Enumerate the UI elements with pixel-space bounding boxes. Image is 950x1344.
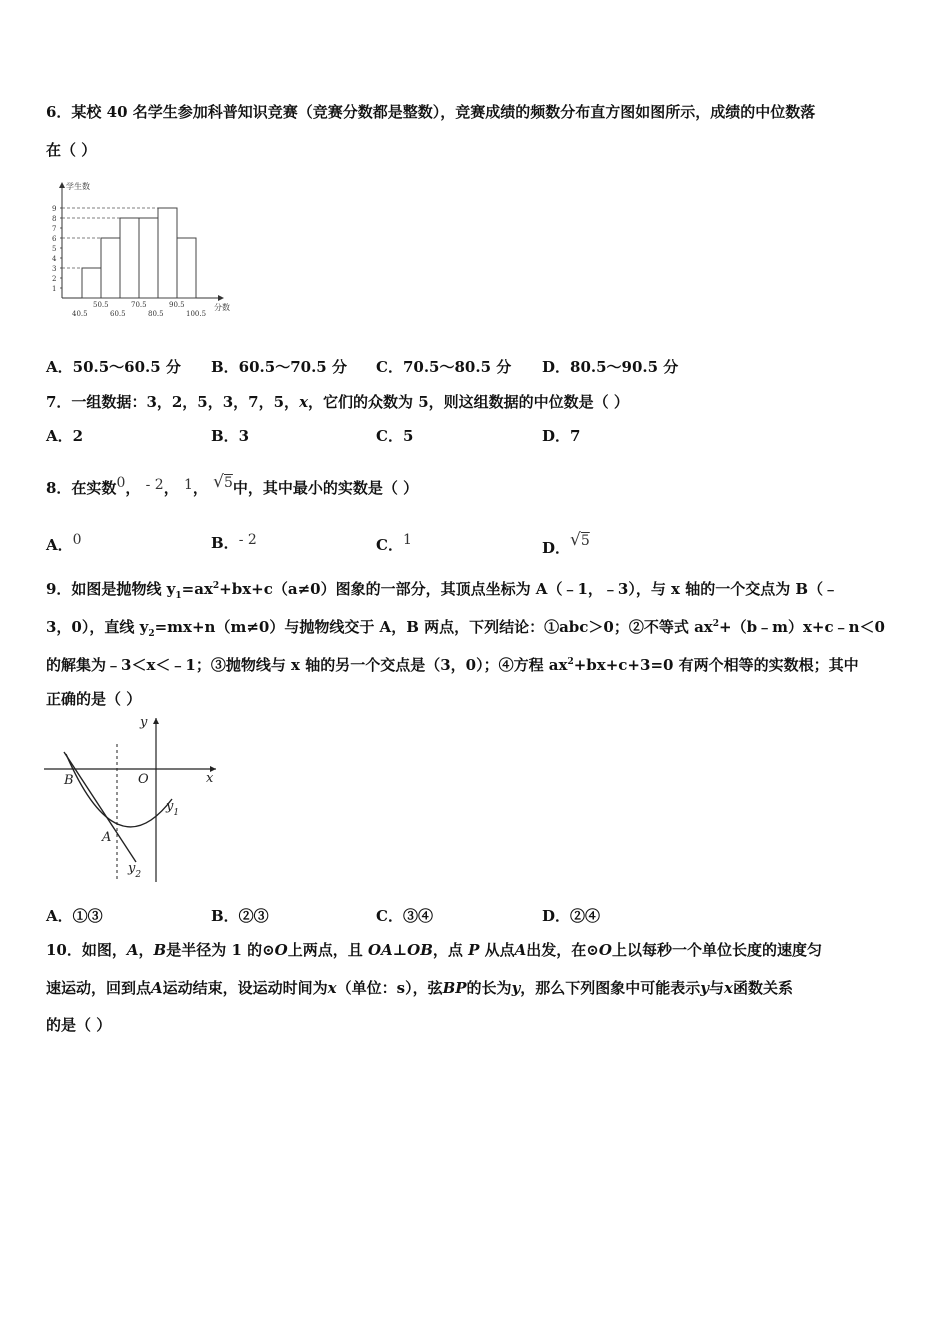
q9-text-line2: 3，0），直线 $y_2=mx+n(m\ne 0)$与抛物线交于 A，B 两点，下列结论：①abc＞0；②不等式 $ax^2+(b﹣m)x+c﹣n<0$ bbox=[46, 618, 885, 639]
q6-option-a[interactable]: A．50.5～60.5 分 bbox=[46, 358, 181, 376]
q9-text-line3: 的解集为﹣3＜x＜﹣1；③抛物线与 x 轴的另一个交点是（3，0）；④方程 $ax^2+bx+c+3=0$ 有两个相等的实数根；其中 bbox=[46, 656, 859, 674]
q10-text-line3: 的是（ ） bbox=[46, 1016, 112, 1034]
hist-ytick-label: 9 bbox=[52, 205, 57, 213]
label-origin: O bbox=[138, 772, 149, 787]
hist-ytick-label: 8 bbox=[52, 215, 57, 223]
chart-xlabel: 分数 bbox=[214, 303, 230, 312]
chart-ylabel: 学生数 bbox=[66, 182, 90, 191]
histogram-bar bbox=[120, 218, 139, 298]
q6-option-b[interactable]: B．60.5～70.5 分 bbox=[211, 358, 347, 376]
q6-option-d[interactable]: D．80.5～90.5 分 bbox=[542, 358, 679, 376]
q9-option-d[interactable]: D．②④ bbox=[542, 907, 601, 925]
q7-option-a[interactable]: A．2 bbox=[46, 427, 84, 445]
hist-xtick-label: 70.5 bbox=[131, 301, 147, 309]
hist-ytick-label: 6 bbox=[52, 235, 57, 243]
hist-xtick-label: 80.5 bbox=[148, 310, 164, 318]
q9-option-b[interactable]: B．②③ bbox=[211, 907, 269, 925]
q8-num-neg2: - 2 bbox=[145, 477, 164, 493]
q7-option-c[interactable]: C．5 bbox=[376, 427, 414, 445]
q8-option-a[interactable]: A．0 bbox=[46, 532, 82, 554]
histogram-chart bbox=[48, 180, 248, 320]
hist-ytick-label: 4 bbox=[52, 255, 57, 263]
histogram-bar bbox=[177, 238, 196, 298]
q8-text: 8．在实数0， - 2， 1， √5中，其中最小的实数是（ ） bbox=[46, 472, 419, 497]
hist-y-axis-arrow bbox=[59, 182, 65, 188]
hist-xtick-label: 90.5 bbox=[169, 301, 185, 309]
label-x: x bbox=[206, 771, 214, 786]
hist-xtick-label: 60.5 bbox=[110, 310, 126, 318]
q6-text-line1: 6．某校 40 名学生参加科普知识竞赛（竞赛分数都是整数），竞赛成绩的频数分布直方图如图所示，成绩的中位数落 bbox=[46, 103, 816, 121]
q9-text-line1: 9．如图是抛物线 $y_1=ax^2+bx+c(a\ne 0)$图象的一部分，其顶点坐标为 A（﹣1，﹣3），与 x 轴的一个交点为 B（﹣ bbox=[46, 580, 839, 601]
histogram-bar bbox=[139, 218, 158, 298]
q9-option-a[interactable]: A．①③ bbox=[46, 907, 103, 925]
q7-text: 7．一组数据：3，2，5，3，7，5，x，它们的众数为 5，则这组数据的中位数是（ ） bbox=[46, 393, 629, 411]
parabola-graph bbox=[44, 714, 224, 884]
hist-xtick-label: 40.5 bbox=[72, 310, 88, 318]
hist-ytick-label: 3 bbox=[52, 265, 57, 273]
q6-option-c[interactable]: C．70.5～80.5 分 bbox=[376, 358, 512, 376]
label-y1: $y_1$ bbox=[166, 799, 180, 818]
label-y2: $y_2$ bbox=[128, 861, 142, 880]
hist-xtick-label: 50.5 bbox=[93, 301, 109, 309]
q10-text-line1: 10．如图，A，B是半径为 1 的⊙O上两点，且 OA⊥OB，点 P 从点A出发，在⊙O上以每秒一个单位长度的速度匀 bbox=[46, 941, 822, 959]
hist-xtick-label: 100.5 bbox=[186, 310, 207, 318]
y-axis-arrow bbox=[153, 718, 159, 724]
q8-option-d[interactable]: D．√5 bbox=[542, 530, 590, 557]
hist-ytick-label: 7 bbox=[52, 225, 57, 233]
q8-option-c[interactable]: C．1 bbox=[376, 532, 412, 554]
q9-option-c[interactable]: C．③④ bbox=[376, 907, 433, 925]
label-point-a: A bbox=[102, 830, 112, 845]
q9-text-line4: 正确的是（ ） bbox=[46, 690, 142, 708]
hist-x-axis-arrow bbox=[218, 295, 224, 301]
hist-ytick-label: 2 bbox=[52, 275, 57, 283]
q7-option-b[interactable]: B．3 bbox=[211, 427, 250, 445]
q8-num-1: 1 bbox=[183, 477, 193, 493]
q10-text-line2: 速运动，回到点A运动结束，设运动时间为x（单位：s），弦BP的长为y，那么下列图象中可能表示y与x函数关系 bbox=[46, 979, 793, 997]
q7-option-d[interactable]: D．7 bbox=[542, 427, 581, 445]
q8-option-b[interactable]: B．- 2 bbox=[211, 532, 257, 552]
label-y: y bbox=[140, 715, 148, 730]
hist-ytick-label: 1 bbox=[52, 285, 57, 293]
histogram-bar bbox=[158, 208, 177, 298]
q6-text-line2: 在（ ） bbox=[46, 141, 97, 159]
q8-num-0: 0 bbox=[116, 475, 126, 491]
histogram-bar bbox=[82, 268, 101, 298]
hist-ytick-label: 5 bbox=[52, 245, 57, 253]
q8-sqrt5: √5 bbox=[213, 472, 233, 492]
label-point-b: B bbox=[64, 773, 74, 788]
histogram-bar bbox=[101, 238, 120, 298]
